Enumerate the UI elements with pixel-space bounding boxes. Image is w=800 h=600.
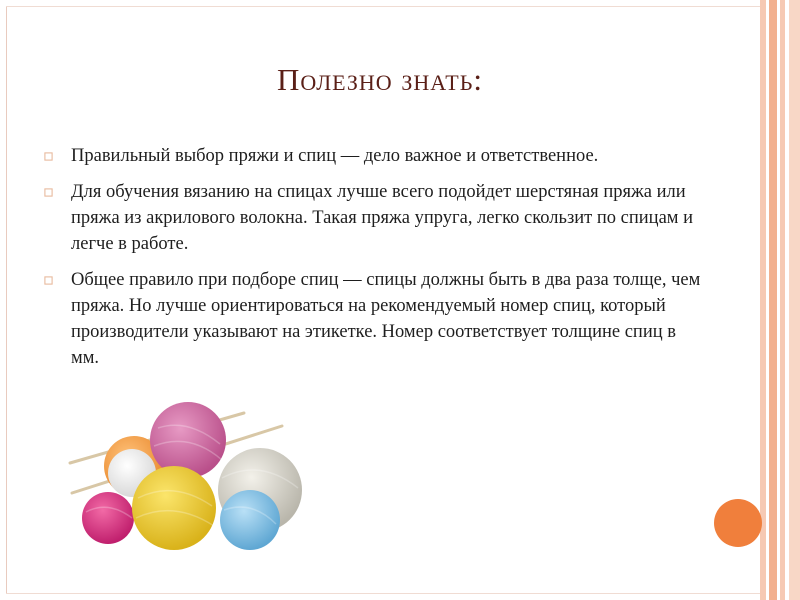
top-border-line	[6, 6, 760, 7]
left-border-line	[6, 6, 7, 594]
bullet-icon	[44, 188, 53, 197]
orange-circle-decoration	[714, 499, 762, 547]
right-stripe	[769, 0, 777, 600]
bullet-text: Для обучения вязанию на спицах лучше всего подойдет шерстяная пряжа или пряжа из акрилового волокна. Такая пряжа упруга, легко скользит по спицам и легче в работе.	[71, 182, 694, 254]
bullet-icon	[44, 152, 53, 161]
bullet-icon	[44, 276, 53, 285]
bottom-border-line	[6, 593, 760, 594]
bullet-list	[44, 143, 704, 381]
bullet-item	[44, 143, 704, 169]
bullet-item	[44, 267, 704, 371]
right-stripe	[789, 0, 800, 600]
bullet-item	[44, 179, 704, 257]
yarn-balls-image	[62, 388, 322, 568]
slide-title: Полезно знать:	[277, 62, 483, 97]
bullet-text: Общее правило при подборе спиц — спицы должны быть в два раза толще, чем пряжа. Но лучше ориентироваться на рекомендуемый номер спиц, который производители указывают на этикетке. Номер соответствует толщине спиц в мм.	[71, 270, 701, 368]
bullet-text: Правильный выбор пряжи и спиц — дело важное и ответственное.	[71, 146, 599, 166]
